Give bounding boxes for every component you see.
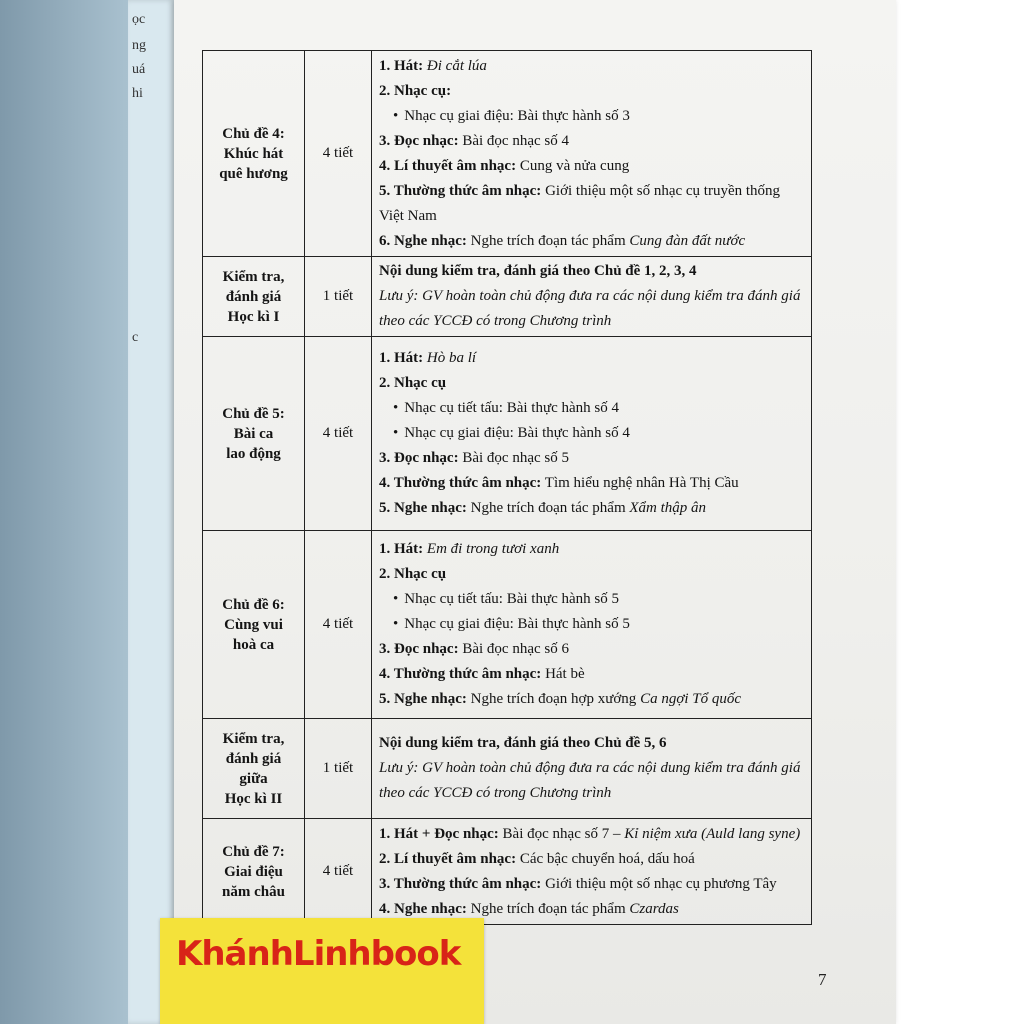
table-row — [203, 819, 812, 925]
topic-line: hoà ca — [232, 636, 275, 653]
content-line — [379, 396, 805, 421]
topic-line: năm châu — [222, 883, 285, 900]
topic-cell — [203, 531, 305, 719]
topic-line: đánh giá — [225, 288, 282, 305]
content-line — [379, 562, 805, 587]
content-text: Nhạc cụ giai điệu: Bài thực hành số 4 — [404, 425, 630, 441]
content-italic: Lưu ý: GV hoàn toàn chủ động đưa ra các nội dung kiểm tra đánh giá theo các YCCĐ có trong Chương trình — [379, 288, 801, 329]
content-text: Nhạc cụ tiết tấu: Bài thực hành số 4 — [404, 400, 620, 416]
content-line — [379, 496, 805, 521]
content-italic: Đi cắt lúa — [426, 57, 487, 74]
content-heading: 5. Thường thức âm nhạc: — [379, 182, 542, 199]
content-line — [379, 154, 805, 179]
content-line — [379, 346, 805, 371]
content-line — [379, 54, 805, 79]
content-line — [379, 79, 805, 104]
table-row — [203, 51, 812, 257]
periods-cell: 4 tiết — [305, 51, 372, 257]
book-page — [174, 0, 896, 1024]
topic-cell — [203, 51, 305, 257]
content-text: Nhạc cụ tiết tấu: Bài thực hành số 5 — [404, 591, 620, 607]
topic-line: lao động — [226, 445, 281, 462]
content-line — [379, 662, 805, 687]
periods-cell: 4 tiết — [305, 819, 372, 925]
page-fragment: uá — [132, 62, 146, 77]
content-line — [379, 284, 805, 334]
content-italic: Xẩm thập ân — [629, 500, 707, 516]
content-heading: 1. Hát: — [379, 541, 424, 557]
content-italic: Cung đàn đất nước — [629, 232, 746, 249]
content-text: Bài đọc nhạc số 5 — [462, 450, 569, 466]
content-text: Nghe trích đoạn tác phẩm — [470, 500, 626, 516]
topic-cell — [203, 719, 305, 819]
topic-line: Chủ đề 7: — [222, 843, 285, 860]
periods-cell: 4 tiết — [305, 337, 372, 531]
periods-cell: 4 tiết — [305, 531, 372, 719]
page-fragment: c — [132, 330, 139, 345]
content-text: Giới thiệu một số nhạc cụ truyền thống Việt Nam — [379, 182, 781, 224]
content-text: Bài đọc nhạc số 4 — [462, 132, 569, 149]
watermark-text: KhánhLinhbook — [176, 934, 461, 974]
content-italic: Kỉ niệm xưa (Auld lang syne) — [624, 825, 801, 842]
content-heading: 2. Lí thuyết âm nhạc: — [379, 850, 517, 867]
content-line — [379, 446, 805, 471]
topic-line: Kiểm tra, — [222, 268, 285, 285]
topic-line: Chủ đề 6: — [222, 596, 285, 613]
content-line — [379, 471, 805, 496]
content-text: Nhạc cụ giai điệu: Bài thực hành số 3 — [404, 107, 630, 124]
content-heading: 3. Đọc nhạc: — [379, 132, 459, 149]
content-text: Nghe trích đoạn tác phẩm — [470, 232, 626, 249]
periods-cell: 1 tiết — [305, 719, 372, 819]
content-text: Các bậc chuyển hoá, dấu hoá — [519, 850, 695, 867]
content-line — [379, 537, 805, 562]
content-line — [379, 179, 805, 229]
content-cell — [372, 257, 812, 337]
content-heading: 2. Nhạc cụ: — [379, 82, 452, 99]
content-heading: 3. Thường thức âm nhạc: — [379, 875, 542, 892]
content-line — [379, 104, 805, 129]
content-heading: 5. Nghe nhạc: — [379, 691, 467, 707]
content-italic: Czardas — [629, 900, 679, 917]
topic-cell — [203, 819, 305, 925]
content-cell — [372, 337, 812, 531]
content-heading: 1. Hát: — [379, 57, 424, 74]
topic-cell — [203, 257, 305, 337]
topic-line: Khúc hát — [223, 145, 284, 162]
content-cell — [372, 51, 812, 257]
content-heading: 6. Nghe nhạc: — [379, 232, 467, 249]
content-line — [379, 687, 805, 712]
topic-line: Cùng vui — [224, 616, 283, 633]
page-number: 7 — [818, 970, 827, 989]
content-italic: Ca ngợi Tổ quốc — [640, 691, 741, 707]
content-line — [379, 587, 805, 612]
content-heading: 2. Nhạc cụ — [379, 566, 447, 582]
content-heading: Nội dung kiểm tra, đánh giá theo Chủ đề 1, 2, 3, 4 — [379, 263, 697, 279]
topic-line: giữa — [239, 770, 268, 787]
content-line — [379, 371, 805, 396]
content-cell — [372, 719, 812, 819]
background-right — [896, 0, 1024, 1024]
content-line — [379, 129, 805, 154]
content-line — [379, 756, 805, 806]
topic-line: Học kì II — [224, 790, 283, 807]
content-text: Hát bè — [545, 666, 585, 682]
topic-line: Bài ca — [233, 425, 274, 442]
content-text: Bài đọc nhạc số 6 — [462, 641, 569, 657]
content-heading: Nội dung kiểm tra, đánh giá theo Chủ đề 5, 6 — [379, 735, 667, 751]
topic-line: Học kì I — [227, 308, 280, 325]
content-text: Tìm hiểu nghệ nhân Hà Thị Cầu — [544, 475, 739, 491]
content-line — [379, 872, 805, 897]
topic-line: quê hương — [219, 165, 288, 182]
content-heading: 2. Nhạc cụ — [379, 375, 447, 391]
content-text: Nghe trích đoạn hợp xướng — [470, 691, 637, 707]
content-italic: Em đi trong tươi xanh — [426, 541, 560, 557]
previous-page-edge — [128, 0, 176, 1024]
content-heading: 1. Hát + Đọc nhạc: — [379, 825, 499, 842]
content-heading: 4. Lí thuyết âm nhạc: — [379, 157, 517, 174]
content-heading: 3. Đọc nhạc: — [379, 641, 459, 657]
content-line — [379, 637, 805, 662]
background-left — [0, 0, 128, 1024]
content-heading: 3. Đọc nhạc: — [379, 450, 459, 466]
content-text: Cung và nửa cung — [519, 157, 630, 174]
topic-line: Kiểm tra, — [222, 730, 285, 747]
content-text: Giới thiệu một số nhạc cụ phương Tây — [545, 875, 777, 892]
content-heading: 4. Nghe nhạc: — [379, 900, 467, 917]
content-italic: Lưu ý: GV hoàn toàn chủ động đưa ra các nội dung kiểm tra đánh giá theo các YCCĐ có trong Chương trình — [379, 760, 801, 801]
content-line — [379, 731, 805, 756]
periods-cell: 1 tiết — [305, 257, 372, 337]
content-line — [379, 229, 805, 254]
curriculum-table — [202, 50, 812, 925]
table-row — [203, 719, 812, 819]
content-line — [379, 421, 805, 446]
content-heading: 5. Nghe nhạc: — [379, 500, 467, 516]
topic-line: đánh giá — [225, 750, 282, 767]
content-text: Bài đọc nhạc số 7 – — [502, 825, 621, 842]
table-row — [203, 337, 812, 531]
content-heading: 1. Hát: — [379, 350, 424, 366]
content-cell — [372, 819, 812, 925]
content-line — [379, 259, 805, 284]
content-text: Nhạc cụ giai điệu: Bài thực hành số 5 — [404, 616, 630, 632]
content-line — [379, 612, 805, 637]
page-fragment: ng — [132, 38, 146, 53]
content-heading: 4. Thường thức âm nhạc: — [379, 666, 542, 682]
content-cell — [372, 531, 812, 719]
content-text: Nghe trích đoạn tác phẩm — [470, 900, 626, 917]
table-row — [203, 257, 812, 337]
content-line — [379, 847, 805, 872]
page-fragment: hi — [132, 86, 143, 101]
topic-line: Giai điệu — [224, 863, 283, 880]
topic-cell — [203, 337, 305, 531]
content-line — [379, 822, 805, 847]
topic-line: Chủ đề 4: — [222, 125, 285, 142]
topic-line: Chủ đề 5: — [222, 405, 285, 422]
content-italic: Hò ba lí — [426, 350, 477, 366]
content-heading: 4. Thường thức âm nhạc: — [379, 475, 542, 491]
page-fragment: ọc — [132, 12, 146, 27]
table-row — [203, 531, 812, 719]
